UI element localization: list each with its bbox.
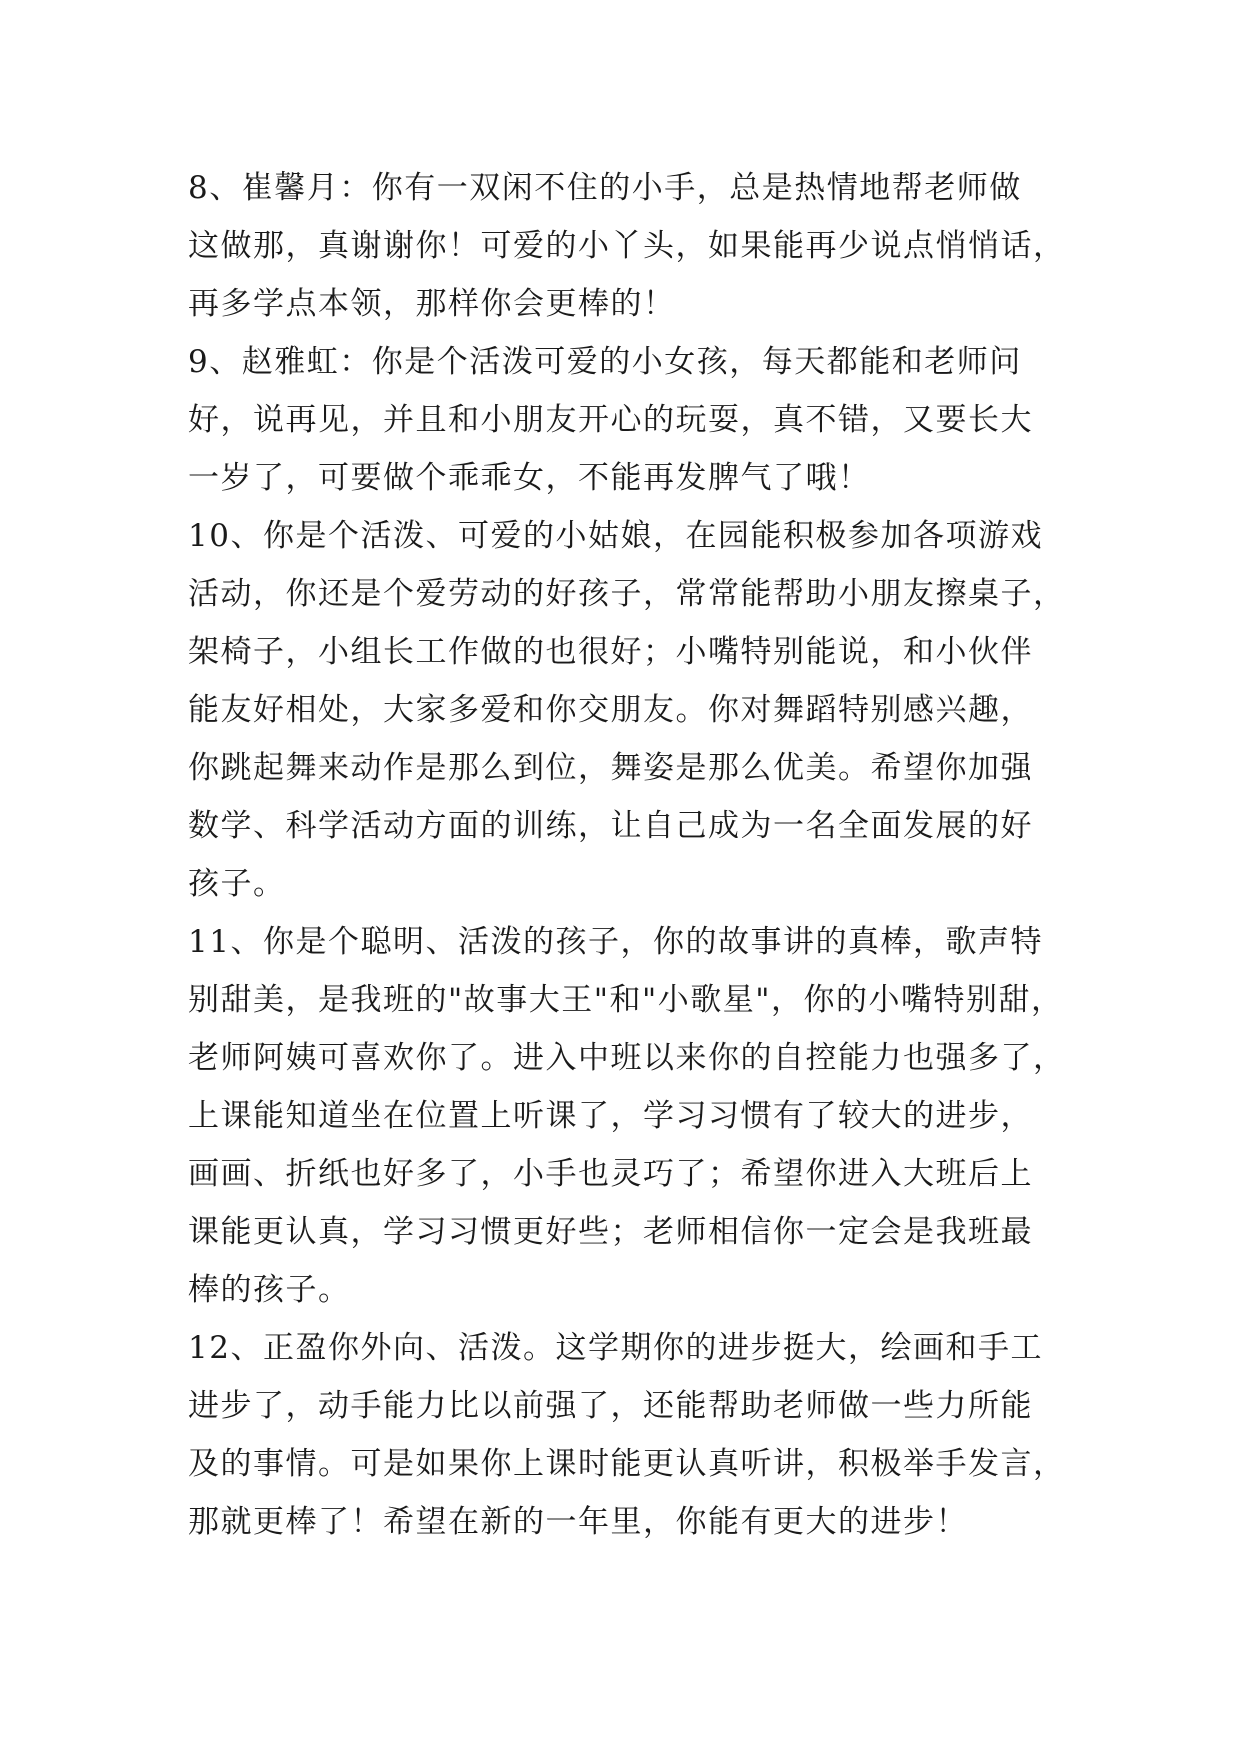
- text-line: 课能更认真，学习习惯更好些；老师相信你一定会是我班最: [188, 1214, 1033, 1250]
- text-line: 架椅子，小组长工作做的也很好；小嘴特别能说，和小伙伴: [188, 634, 1033, 670]
- text-line: 8、崔馨月：你有一双闲不住的小手，总是热情地帮老师做: [188, 170, 1022, 206]
- text-line: 数学、科学活动方面的训练，让自己成为一名全面发展的好: [188, 808, 1033, 844]
- text-line: 再多学点本领，那样你会更棒的！: [188, 286, 676, 322]
- text-line: 9、赵雅虹：你是个活泼可爱的小女孩，每天都能和老师问: [188, 344, 1022, 380]
- text-line: 12、正盈你外向、活泼。这学期你的进步挺大，绘画和手工: [188, 1330, 1043, 1366]
- text-line: 老师阿姨可喜欢你了。进入中班以来你的自控能力也强多了，: [188, 1040, 1066, 1076]
- text-line: 别甜美，是我班的"故事大王"和"小歌星"，你的小嘴特别甜，: [188, 982, 1064, 1018]
- text-line: 上课能知道坐在位置上听课了，学习习惯有了较大的进步，: [188, 1098, 1033, 1134]
- text-line: 活动，你还是个爱劳动的好孩子，常常能帮助小朋友擦桌子，: [188, 576, 1066, 612]
- text-line: 一岁了，可要做个乖乖女，不能再发脾气了哦！: [188, 460, 871, 496]
- text-line: 进步了，动手能力比以前强了，还能帮助老师做一些力所能: [188, 1388, 1033, 1424]
- text-line: 这做那，真谢谢你！可爱的小丫头，如果能再少说点悄悄话，: [188, 228, 1066, 264]
- text-line: 你跳起舞来动作是那么到位，舞姿是那么优美。希望你加强: [188, 750, 1033, 786]
- text-line: 那就更棒了！希望在新的一年里，你能有更大的进步！: [188, 1504, 968, 1540]
- text-line: 棒的孩子。: [188, 1272, 351, 1308]
- text-line: 能友好相处，大家多爱和你交朋友。你对舞蹈特别感兴趣，: [188, 692, 1033, 728]
- text-line: 好，说再见，并且和小朋友开心的玩耍，真不错，又要长大: [188, 402, 1033, 438]
- text-line: 11、你是个聪明、活泼的孩子，你的故事讲的真棒，歌声特: [188, 924, 1043, 960]
- text-line: 孩子。: [188, 866, 286, 902]
- text-line: 10、你是个活泼、可爱的小姑娘，在园能积极参加各项游戏: [188, 518, 1043, 554]
- text-line: 及的事情。可是如果你上课时能更认真听讲，积极举手发言，: [188, 1446, 1066, 1482]
- text-line: 画画、折纸也好多了，小手也灵巧了；希望你进入大班后上: [188, 1156, 1033, 1192]
